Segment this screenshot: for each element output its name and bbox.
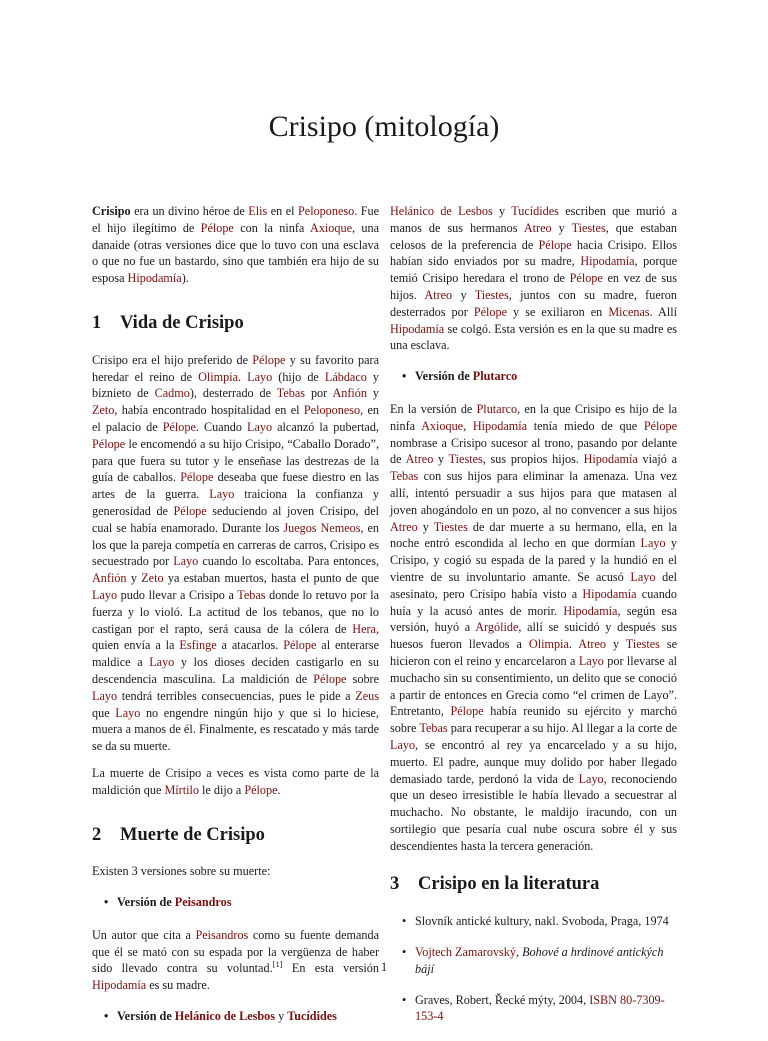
wiki-link[interactable]: Pélope xyxy=(200,220,234,235)
text-run: Graves, Robert, Řecké mýty, 2004, xyxy=(415,992,590,1007)
text-run: Crisipo era el hijo preferido de xyxy=(92,352,253,367)
wiki-link[interactable]: Layo xyxy=(92,688,118,703)
text-run: y biznieto de xyxy=(92,369,380,401)
text-run: . xyxy=(277,782,281,797)
wiki-link[interactable]: ISBN 80-7309-153-4 xyxy=(415,992,665,1024)
text-run: . Cuando xyxy=(195,419,248,434)
wiki-link[interactable]: Layo xyxy=(149,655,175,670)
wiki-link[interactable]: Tucídides xyxy=(511,204,559,218)
wiki-link[interactable]: Layo xyxy=(578,653,604,668)
text-run: , que estaban celosos de la preferencia de xyxy=(390,220,677,252)
wiki-link[interactable]: Hipodamía xyxy=(583,452,638,467)
text-run: , allí se suicidó y después sus huesos fueron llevados a xyxy=(390,620,677,652)
text-run: . Allí xyxy=(649,304,677,319)
text-run: La muerte de Crisipo a veces es vista como parte de la maldición que xyxy=(92,765,379,797)
text-run: Un autor que cita a xyxy=(92,927,196,942)
wiki-link[interactable]: Zeus xyxy=(355,688,379,703)
text-run: donde lo retuvo por la fuerza y lo violó. La actitud de los tebanos, que no lo castigan por el rapto, será causa de la cólera de xyxy=(92,587,379,636)
wiki-link[interactable]: Anfión xyxy=(332,386,367,401)
text-run: y xyxy=(366,386,380,401)
text-run: nombrase a Crisipo sucesor al trono, pasando por delante de xyxy=(390,435,677,467)
wiki-link[interactable]: Axioque xyxy=(310,220,352,235)
text-run: del asesinato, pero Crisipo había visto a xyxy=(390,569,677,601)
wiki-link[interactable]: Layo xyxy=(247,369,273,384)
section-heading-vida xyxy=(92,312,379,333)
text-run: a atacarlos. xyxy=(216,638,284,653)
wiki-link[interactable]: Pélope xyxy=(283,638,317,653)
wiki-link[interactable]: Zeto xyxy=(141,571,164,586)
text-run: de dar muerte a su hermano, ella, en la noche entró escondida al lecho en que dormían xyxy=(390,519,677,551)
wiki-link[interactable]: Peloponeso xyxy=(303,403,361,418)
paragraph-helanico xyxy=(390,203,677,354)
wiki-link[interactable]: Plutarco xyxy=(472,369,518,384)
wiki-link[interactable]: Olimpia xyxy=(198,369,239,384)
intro-paragraph xyxy=(92,203,379,287)
text-run: Versión de xyxy=(117,895,175,910)
wiki-link[interactable]: Helánico de Lesbos xyxy=(174,1009,276,1024)
section-number: 3 xyxy=(390,874,400,895)
section-number: 2 xyxy=(92,824,102,845)
wiki-link[interactable]: Tiestes xyxy=(625,637,660,652)
wiki-link[interactable]: Hipodamía xyxy=(92,978,147,993)
right-column xyxy=(390,203,677,1041)
text-run: , había encontrado hospitalidad en el xyxy=(114,403,304,418)
wiki-link[interactable]: Hipodamía xyxy=(127,271,182,286)
citation-marker[interactable]: [1] xyxy=(272,959,283,970)
text-run: , en la que Crisipo es hijo de la ninfa xyxy=(390,401,678,433)
text-run: por llevarse al muchacho sin su consentimiento, un delito que se conoció a partir de entonces en Grecia como “el crimen de Layo”. Entretanto, xyxy=(390,653,677,719)
wiki-link[interactable]: Tebas xyxy=(419,721,448,736)
text-run: escriben que murió a manos de sus hermanos xyxy=(390,204,677,235)
text-run: , en los que la pareja competía en carreras de carros, Crisipo es secuestrado por xyxy=(92,520,379,569)
text-run: tenía miedo de que xyxy=(527,418,644,433)
wiki-link[interactable]: Layo xyxy=(640,536,666,551)
paragraph-muerte-lead xyxy=(92,863,379,880)
wiki-link[interactable]: Cadmo xyxy=(154,386,190,401)
section-title: Muerte de Crisipo xyxy=(120,824,265,845)
text-run: , reconociendo que un deseo irresistible le había llevado a secuestrar al muchacho. No obstante, le maldijo iracundo, con un sortilegio que pesaría cual nube oscura sobre él y sus descendientes hasta la tercera generación. xyxy=(390,771,677,853)
paragraph-vida-2 xyxy=(92,765,379,799)
text-run: , xyxy=(515,945,523,960)
wiki-link[interactable]: Micenas xyxy=(608,304,650,319)
text-run: cuando huía y la acusó antes de morir. xyxy=(390,586,677,618)
wiki-link[interactable]: Pélope xyxy=(643,418,678,433)
text-run: se colgó. Esta versión es en la que su madre es una esclava. xyxy=(390,321,677,353)
text-run: , en el palacio de xyxy=(92,403,379,434)
text-run: tendrá terribles consecuencias, pues le pide a xyxy=(117,688,356,703)
text-run: por xyxy=(305,386,333,401)
section-title: Crisipo en la literatura xyxy=(418,874,600,895)
wiki-link[interactable]: Layo xyxy=(247,419,273,434)
wiki-link[interactable]: Tucídides xyxy=(287,1009,337,1024)
wiki-link[interactable]: Hipodamía xyxy=(582,586,637,601)
wiki-link[interactable]: Tebas xyxy=(390,469,419,484)
wiki-link[interactable]: Layo xyxy=(209,487,235,502)
text-run: le encomendó a su hijo Crisipo, “Caballo Dorado”, para que fuera su tutor y le enseñase las destrezas de la guía de caballos. xyxy=(92,436,379,485)
text-run: era un divino héroe de xyxy=(130,204,249,218)
reference-item xyxy=(390,992,677,1026)
wiki-link[interactable]: Tiestes xyxy=(571,220,606,235)
wiki-link[interactable]: Juegos Nemeos xyxy=(283,520,361,535)
section-number: 1 xyxy=(92,312,102,333)
wiki-link[interactable]: Plutarco xyxy=(476,401,518,416)
text-run: En la versión de xyxy=(390,401,477,416)
text-run: es su madre. xyxy=(146,978,210,993)
wiki-link[interactable]: Zeto xyxy=(92,403,115,418)
version-list xyxy=(390,368,677,385)
text-run: , sus propios hijos. xyxy=(482,452,584,467)
wiki-link[interactable]: Hera xyxy=(352,621,376,636)
text-run: y xyxy=(126,571,142,586)
text-run: , quien envía a la xyxy=(92,621,379,653)
text-run: para recuperar a su hijo. Al llegar a la corte de xyxy=(447,721,677,736)
text-run: y xyxy=(452,287,475,302)
text-run: ). xyxy=(181,271,189,286)
text-run: traiciona la confianza y generosidad de xyxy=(92,487,379,518)
text-run: cuando lo escoltaba. Para entonces, xyxy=(198,554,379,569)
wiki-link[interactable]: Layo xyxy=(92,587,118,602)
wiki-link[interactable]: Pélope xyxy=(173,503,207,518)
text-run: y xyxy=(551,220,572,235)
text-run: Versión de xyxy=(117,1009,175,1024)
wiki-link[interactable]: Layo xyxy=(630,569,656,584)
wiki-link[interactable]: Tiestes xyxy=(433,519,468,534)
text-run: seduciendo al joven Crisipo, del cual se había enamorado. Durante los xyxy=(92,503,380,535)
paragraph-vida-1 xyxy=(92,352,379,755)
wiki-link[interactable]: Atreo xyxy=(405,452,434,467)
version-heading-helanico xyxy=(92,1008,379,1025)
wiki-link[interactable]: Argólide xyxy=(475,620,519,635)
text-run: deseaba que fuese diestro en las artes de la guerra. xyxy=(92,470,380,502)
wiki-link[interactable]: Hipodamía xyxy=(580,254,635,269)
text-run: y se exiliaron en xyxy=(507,304,609,319)
text-run: y xyxy=(275,1009,288,1024)
text-run: al enterarse maldice a xyxy=(92,638,379,670)
text-run: sobre xyxy=(346,671,380,686)
text-run: y xyxy=(605,637,626,652)
text-run: (hijo de xyxy=(272,369,325,384)
text-run: , una danaide (otras versiones dice que lo tuvo con una esclava o que no fue un bastardo, sino que también era hijo de su esposa xyxy=(92,220,379,286)
text-run: y xyxy=(417,519,434,534)
text-run: Crisipo xyxy=(92,204,131,218)
text-run: Slovník antické kultury, nakl. Svoboda, Praga, 1974 xyxy=(415,914,669,929)
wiki-link[interactable]: Atreo xyxy=(523,220,552,235)
section-title: Vida de Crisipo xyxy=(120,312,244,333)
wiki-link[interactable]: Tiestes xyxy=(448,452,483,467)
wiki-link[interactable]: Tebas xyxy=(237,587,266,602)
text-run: se hicieron con el reino y encarcelaron a xyxy=(390,637,678,668)
wiki-link[interactable]: Anfión xyxy=(92,571,127,586)
text-run: Existen 3 versiones sobre su muerte: xyxy=(92,864,271,879)
wiki-link[interactable]: Pélope xyxy=(252,352,286,367)
wiki-link[interactable]: Vojtech Zamarovský xyxy=(415,945,516,960)
text-run: y xyxy=(492,204,512,218)
wiki-link[interactable]: Tebas xyxy=(276,386,306,401)
text-run: . xyxy=(568,637,579,652)
text-run: con sus hijos para eliminar la amenaza. Una vez allí, intentó persuadir a sus hijos para que matasen al joven ahogándolo en un pozo, al no convencer a sus hijos xyxy=(390,469,677,517)
wiki-link[interactable]: Pélope xyxy=(244,782,278,797)
wiki-link[interactable]: Layo xyxy=(578,771,604,786)
wiki-link[interactable]: Layo xyxy=(173,554,199,569)
text-run: con la ninfa xyxy=(233,220,311,235)
version-list xyxy=(92,894,379,911)
section-heading-literatura xyxy=(390,876,677,893)
text-run: pudo llevar a Crisipo a xyxy=(117,587,238,602)
wiki-link[interactable]: Olimpia xyxy=(528,637,569,652)
text-run: , xyxy=(463,418,473,433)
version-heading-plutarco xyxy=(390,368,677,385)
wiki-link[interactable]: Pélope xyxy=(450,704,484,719)
wiki-link[interactable]: Atreo xyxy=(578,637,606,652)
wiki-link[interactable]: Hipodamía xyxy=(472,418,527,433)
section-heading-muerte xyxy=(92,824,379,845)
wiki-link[interactable]: Pélope xyxy=(180,470,214,485)
text-run: viajó a xyxy=(637,452,677,467)
wiki-link[interactable]: Layo xyxy=(390,737,416,752)
paragraph-plutarco xyxy=(390,401,677,855)
text-run: Versión de xyxy=(415,369,473,384)
wiki-link[interactable]: Hipodamía xyxy=(563,603,618,618)
text-run: . Fue el hijo ilegítimo de xyxy=(92,204,380,235)
wiki-link[interactable]: Layo xyxy=(115,705,141,720)
text-run: , juntos con su madre, fueron desterrados por xyxy=(390,287,677,319)
text-run: que xyxy=(92,705,116,720)
page-number: 1 xyxy=(380,960,388,974)
text-run: ya estaban muertos, hasta el punto de que xyxy=(163,571,379,586)
text-run: En esta versión xyxy=(282,961,379,976)
wiki-link[interactable]: Pélope xyxy=(162,419,196,434)
wiki-link[interactable]: Peloponeso xyxy=(298,204,355,218)
version-list xyxy=(92,1008,379,1025)
wiki-link[interactable]: Pélope xyxy=(569,271,603,286)
wiki-link[interactable]: Helánico de Lesbos xyxy=(390,204,493,218)
text-run: ), desterrado de xyxy=(189,386,277,401)
text-run: y Crisipo, y cogió su espada de la pared y la hundió en el vientre de su involuntario amante. Se acusó xyxy=(390,536,677,584)
left-column xyxy=(92,203,379,1041)
text-run: en el xyxy=(267,204,298,218)
wiki-link[interactable]: Tiestes xyxy=(474,287,509,302)
page-title: Crisipo (mitología) xyxy=(268,110,500,143)
text-run: y los dioses deciden castigarlo en su descendencia masculina. La maldición de xyxy=(92,655,380,686)
text-run: , se encontró al rey ya encarcelado y a su hijo, muerto. El padre, aunque muy dolido por haber llegado demasiado tarde, perdonó la vida de xyxy=(390,737,677,786)
wiki-link[interactable]: Atreo xyxy=(390,519,418,534)
wiki-link[interactable]: Pélope xyxy=(92,436,126,451)
wiki-link[interactable]: Pélope xyxy=(313,671,347,686)
text-run: . xyxy=(238,369,248,384)
wiki-link[interactable]: Peisandros xyxy=(174,895,232,910)
text-run: y su favorito para heredar el reino de xyxy=(92,352,379,384)
wiki-link[interactable]: Lábdaco xyxy=(324,369,367,384)
text-run: en vez de sus hijos. xyxy=(390,271,677,302)
wiki-link[interactable]: Peisandros xyxy=(195,927,249,942)
text-run: no engendre ningún hijo y que si lo hiciese, muera a manos de él. Finalmente, es rescatado y más tarde se da su muerte. xyxy=(92,705,379,754)
wiki-link[interactable]: Pélope xyxy=(538,237,572,252)
version-heading-peisandros xyxy=(92,894,379,911)
text-run: , porque temió Crisipo heredara el trono de xyxy=(390,254,677,286)
text-run: , según esa versión, huyó a xyxy=(390,603,677,635)
wiki-link[interactable]: Pélope xyxy=(473,304,508,319)
text-run: había reunido su ejército y marchó sobre xyxy=(390,704,677,736)
reference-item xyxy=(390,913,677,930)
wiki-link[interactable]: Atreo xyxy=(424,287,453,302)
text-run: alcanzó la pubertad, xyxy=(272,419,379,434)
wiki-link[interactable]: Esfinge xyxy=(179,638,217,653)
text-run: hacia Crisipo. Ellos habían sido enviados por su madre, xyxy=(390,237,678,269)
text-run: y xyxy=(433,452,449,467)
wiki-link[interactable]: Elis xyxy=(248,204,268,218)
text-run: como su fuente demanda que él se mató con su espada por la vergüenza de haber sido llevado contra su voluntad. xyxy=(92,927,379,976)
wiki-link[interactable]: Mírtilo xyxy=(164,782,199,797)
text-run: Bohové a hrdinové antických bájí xyxy=(415,945,664,976)
wiki-link[interactable]: Axioque xyxy=(421,418,464,433)
wiki-link[interactable]: Hipodamía xyxy=(390,321,445,336)
text-run: le dijo a xyxy=(198,782,245,797)
